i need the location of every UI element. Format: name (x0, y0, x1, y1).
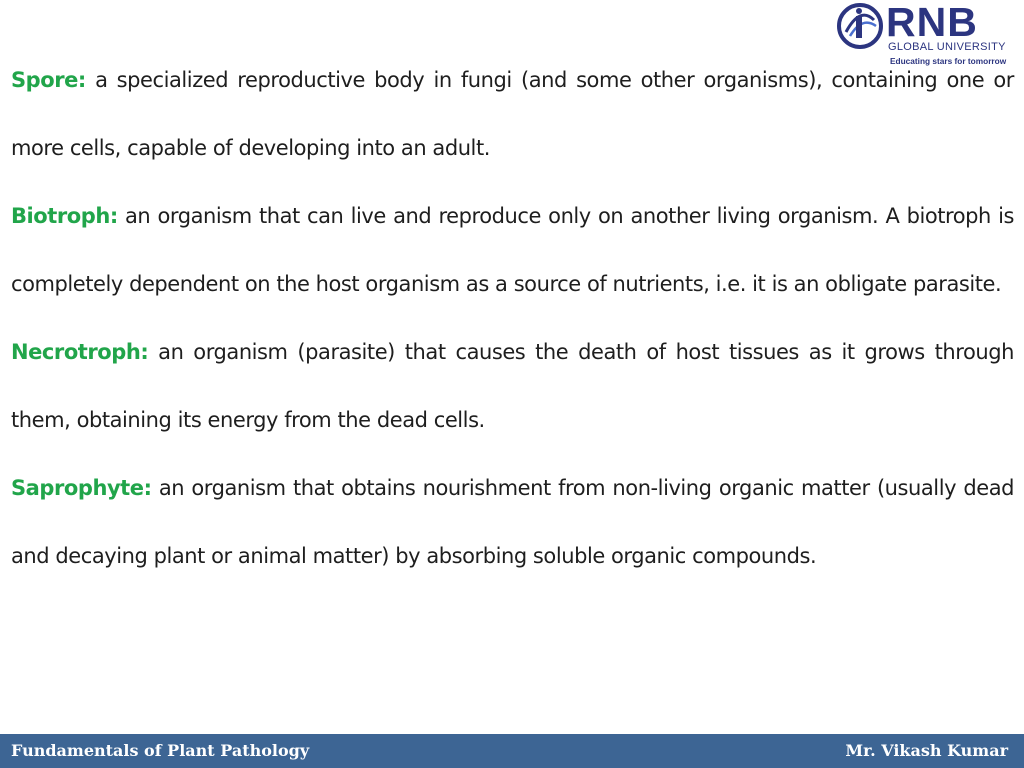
footer-course-title: Fundamentals of Plant Pathology (11, 741, 310, 760)
definition-text: an organism that can live and reproduce only on another living organism. A biotroph is completely dependent on the host organism as a source of nutrients, i.e. it is an obligate parasite. (11, 204, 1014, 296)
definition-saprophyte (11, 454, 1014, 590)
definition-biotroph (11, 182, 1014, 318)
definition-term: Biotroph: (11, 204, 118, 228)
logo-subtitle: GLOBAL UNIVERSITY (888, 41, 1006, 53)
logo-emblem-icon (836, 2, 886, 52)
definition-text: an organism that obtains nourishment from non-living organic matter (usually dead and decaying plant or animal matter) by absorbing soluble organic compounds. (11, 476, 1015, 568)
definition-text: an organism (parasite) that causes the death of host tissues as it grows through them, obtaining its energy from the dead cells. (11, 340, 1014, 432)
definition-text: a specialized reproductive body in fungi (and some other organisms), containing one or more cells, capable of developing into an adult. (11, 68, 1014, 160)
definition-term: Saprophyte: (11, 476, 152, 500)
footer-bar (0, 734, 1024, 768)
definitions-list (11, 46, 1014, 590)
definition-necrotroph (11, 318, 1014, 454)
definition-spore (11, 46, 1014, 182)
logo-name: RNB (886, 0, 978, 45)
definition-term: Spore: (11, 68, 86, 92)
footer-author: Mr. Vikash Kumar (845, 741, 1008, 760)
definition-term: Necrotroph: (11, 340, 149, 364)
logo-tagline: Educating stars for tomorrow (890, 56, 1007, 66)
